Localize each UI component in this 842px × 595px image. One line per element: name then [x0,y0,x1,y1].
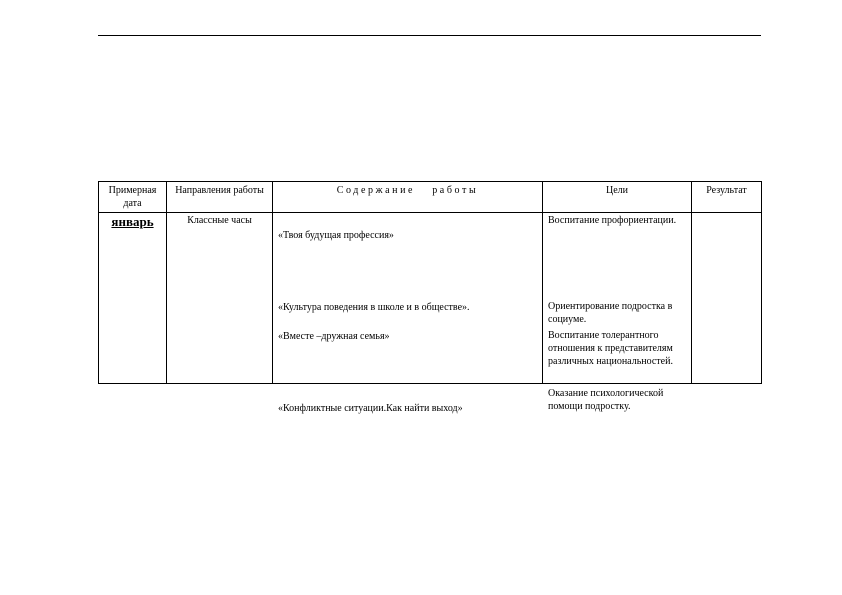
header-goals: Цели [543,182,692,213]
work-plan-table [98,181,762,414]
direction-label: Классные часы [187,215,252,226]
topic-item: «Конфликтные ситуации.Как найти выход» [278,403,463,414]
header-date: Примерная дата [99,182,167,213]
goal-item: Воспитание толерантного отношения к представителям различных национальностей. [548,330,673,367]
result-cell [692,213,762,384]
month-label: январь [111,214,154,229]
header-row [99,182,762,213]
goals-cell [543,213,692,412]
topic-item: «Культура поведения в школе и в обществе». [278,302,470,313]
top-rule [98,35,761,36]
month-cell [99,213,167,384]
header-content: Содержание работы [273,182,543,213]
goal-item: Ориентирование подростка в социуме. [548,301,673,325]
table-row [99,213,762,384]
header-result: Результат [692,182,762,213]
direction-cell [167,213,273,384]
header-direction: Направления работы [167,182,273,213]
goal-item: Воспитание профориентации. [548,215,677,226]
goal-item: Оказание психологической помощи подростку. [548,388,664,412]
topic-item: «Твоя будущая профессия» [278,230,394,241]
topic-item: «Вместе –дружная семья» [278,331,390,342]
content-cell [273,213,543,414]
